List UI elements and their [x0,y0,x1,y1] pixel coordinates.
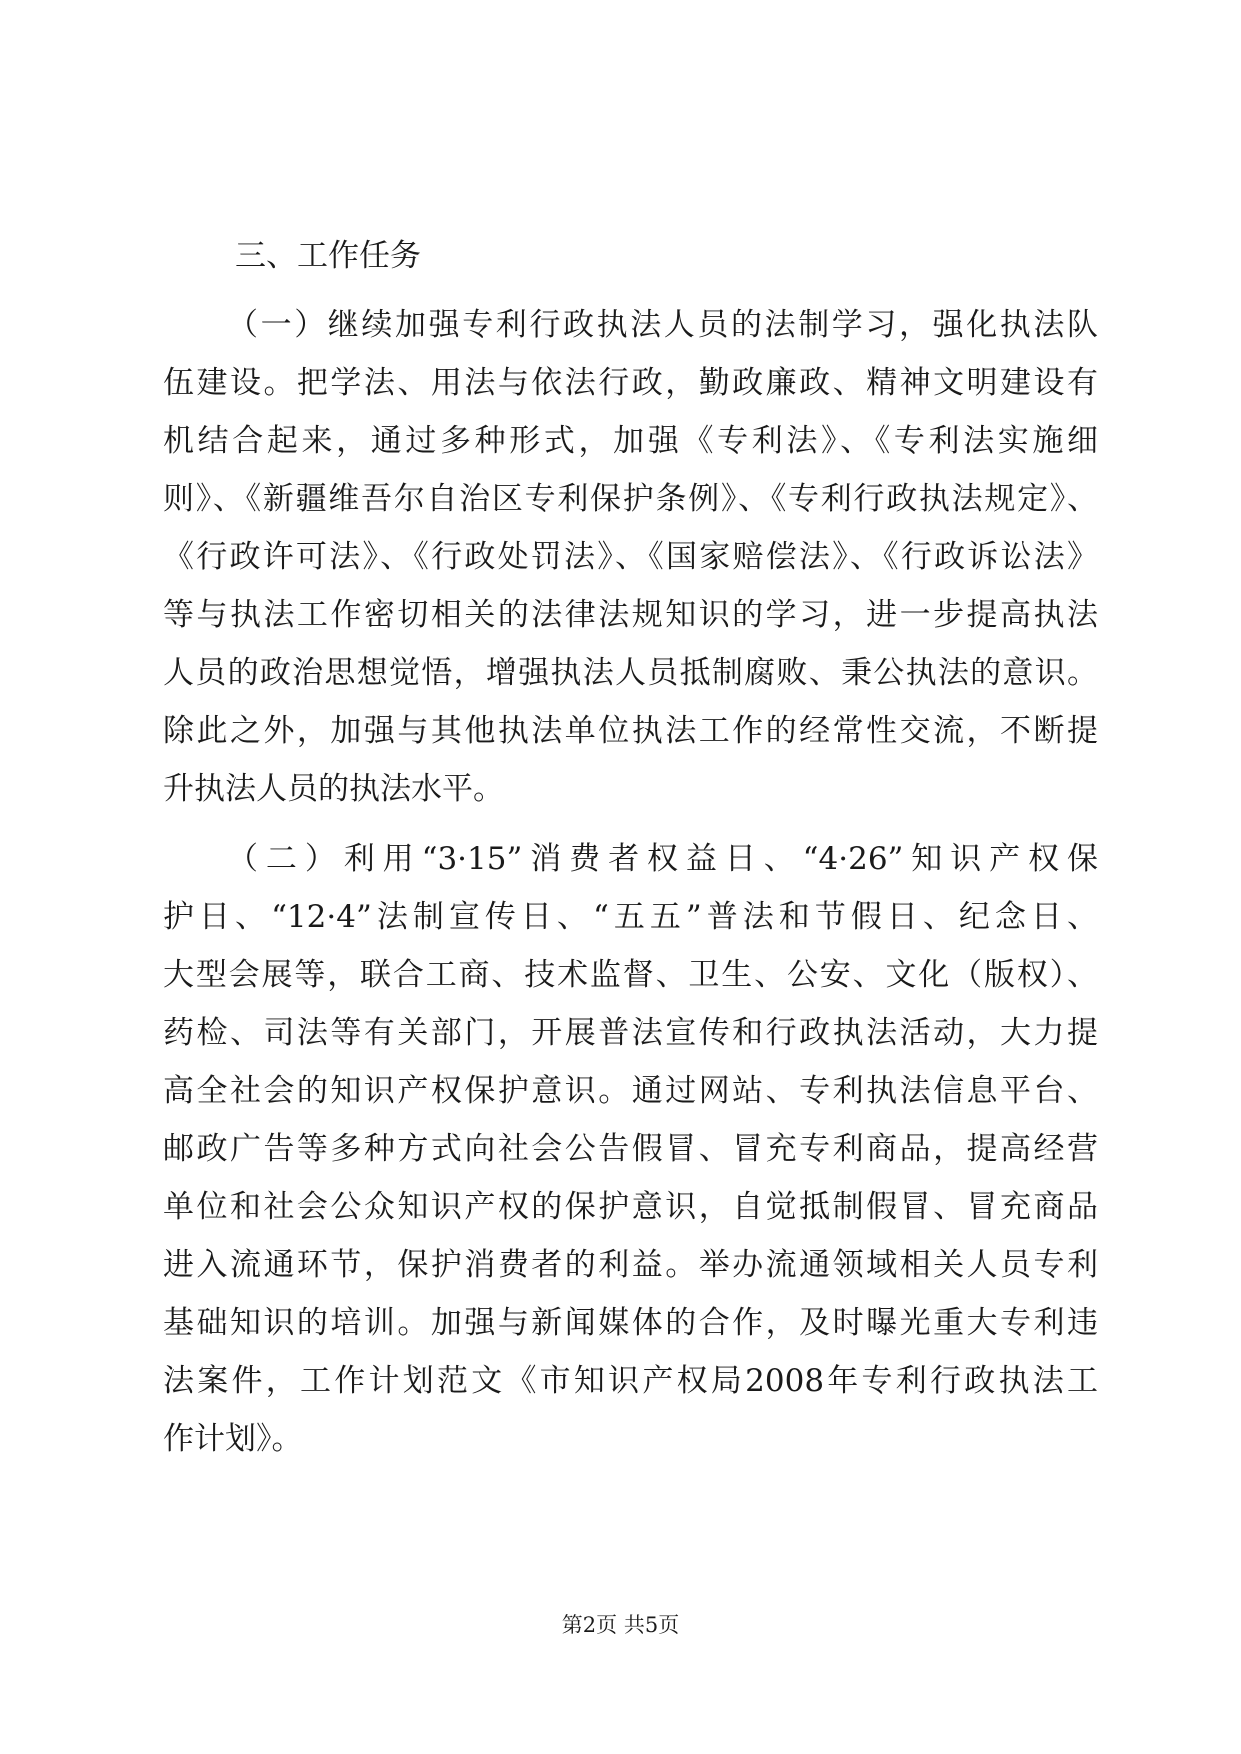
paragraph-spacer [163,818,1098,830]
paragraph-line: 大型会展等，联合工商、技术监督、卫生、公安、文化（版权）、 [163,957,1098,993]
paragraph-line: 药检、司法等有关部门，开展普法宣传和行政执法活动，大力提 [163,1015,1098,1051]
paragraph-line: 护日、“12·4”法制宣传日、“五五”普法和节假日、纪念日、 [163,899,1098,935]
paragraph-line: （二）利用“3·15”消费者权益日、“4·26”知识产权保 [227,841,1098,877]
document-body [163,228,1098,1468]
paragraph-line: 则》、《新疆维吾尔自治区专利保护条例》、《专利行政执法规定》、 [163,481,1098,517]
paragraph-2 [163,830,1098,1468]
paragraph-line: 进入流通环节，保护消费者的利益。举办流通领域相关人员专利 [163,1247,1098,1283]
section-heading: 三、工作任务 [235,238,421,274]
paragraph-line: 升执法人员的执法水平。 [163,771,504,807]
page-number-footer: 第2页 共5页 [561,1613,680,1637]
paragraph-line: 除此之外，加强与其他执法单位执法工作的经常性交流，不断提 [163,713,1098,749]
paragraph-line: 《行政许可法》、《行政处罚法》、《国家赔偿法》、《行政诉讼法》 [163,539,1098,575]
paragraph-line: 作计划》。 [163,1421,303,1457]
paragraph-line: 单位和社会公众知识产权的保护意识，自觉抵制假冒、冒充商品 [163,1189,1098,1225]
paragraph-1 [163,296,1098,818]
paragraph-line: 法案件，工作计划范文《市知识产权局2008年专利行政执法工 [163,1363,1098,1399]
paragraph-line: 机结合起来，通过多种形式，加强《专利法》、《专利法实施细 [163,423,1098,459]
paragraph-line: 高全社会的知识产权保护意识。通过网站、专利执法信息平台、 [163,1073,1098,1109]
paragraph-line: 人员的政治思想觉悟，增强执法人员抵制腐败、秉公执法的意识。 [163,655,1098,691]
paragraph-line: 等与执法工作密切相关的法律法规知识的学习，进一步提高执法 [163,597,1098,633]
paragraph-line: （一）继续加强专利行政执法人员的法制学习，强化执法队 [227,307,1098,343]
paragraph-line: 基础知识的培训。加强与新闻媒体的合作，及时曝光重大专利违 [163,1305,1098,1341]
paragraph-line: 邮政广告等多种方式向社会公告假冒、冒充专利商品，提高经营 [163,1131,1098,1167]
paragraph-line: 伍建设。把学法、用法与依法行政，勤政廉政、精神文明建设有 [163,365,1098,401]
